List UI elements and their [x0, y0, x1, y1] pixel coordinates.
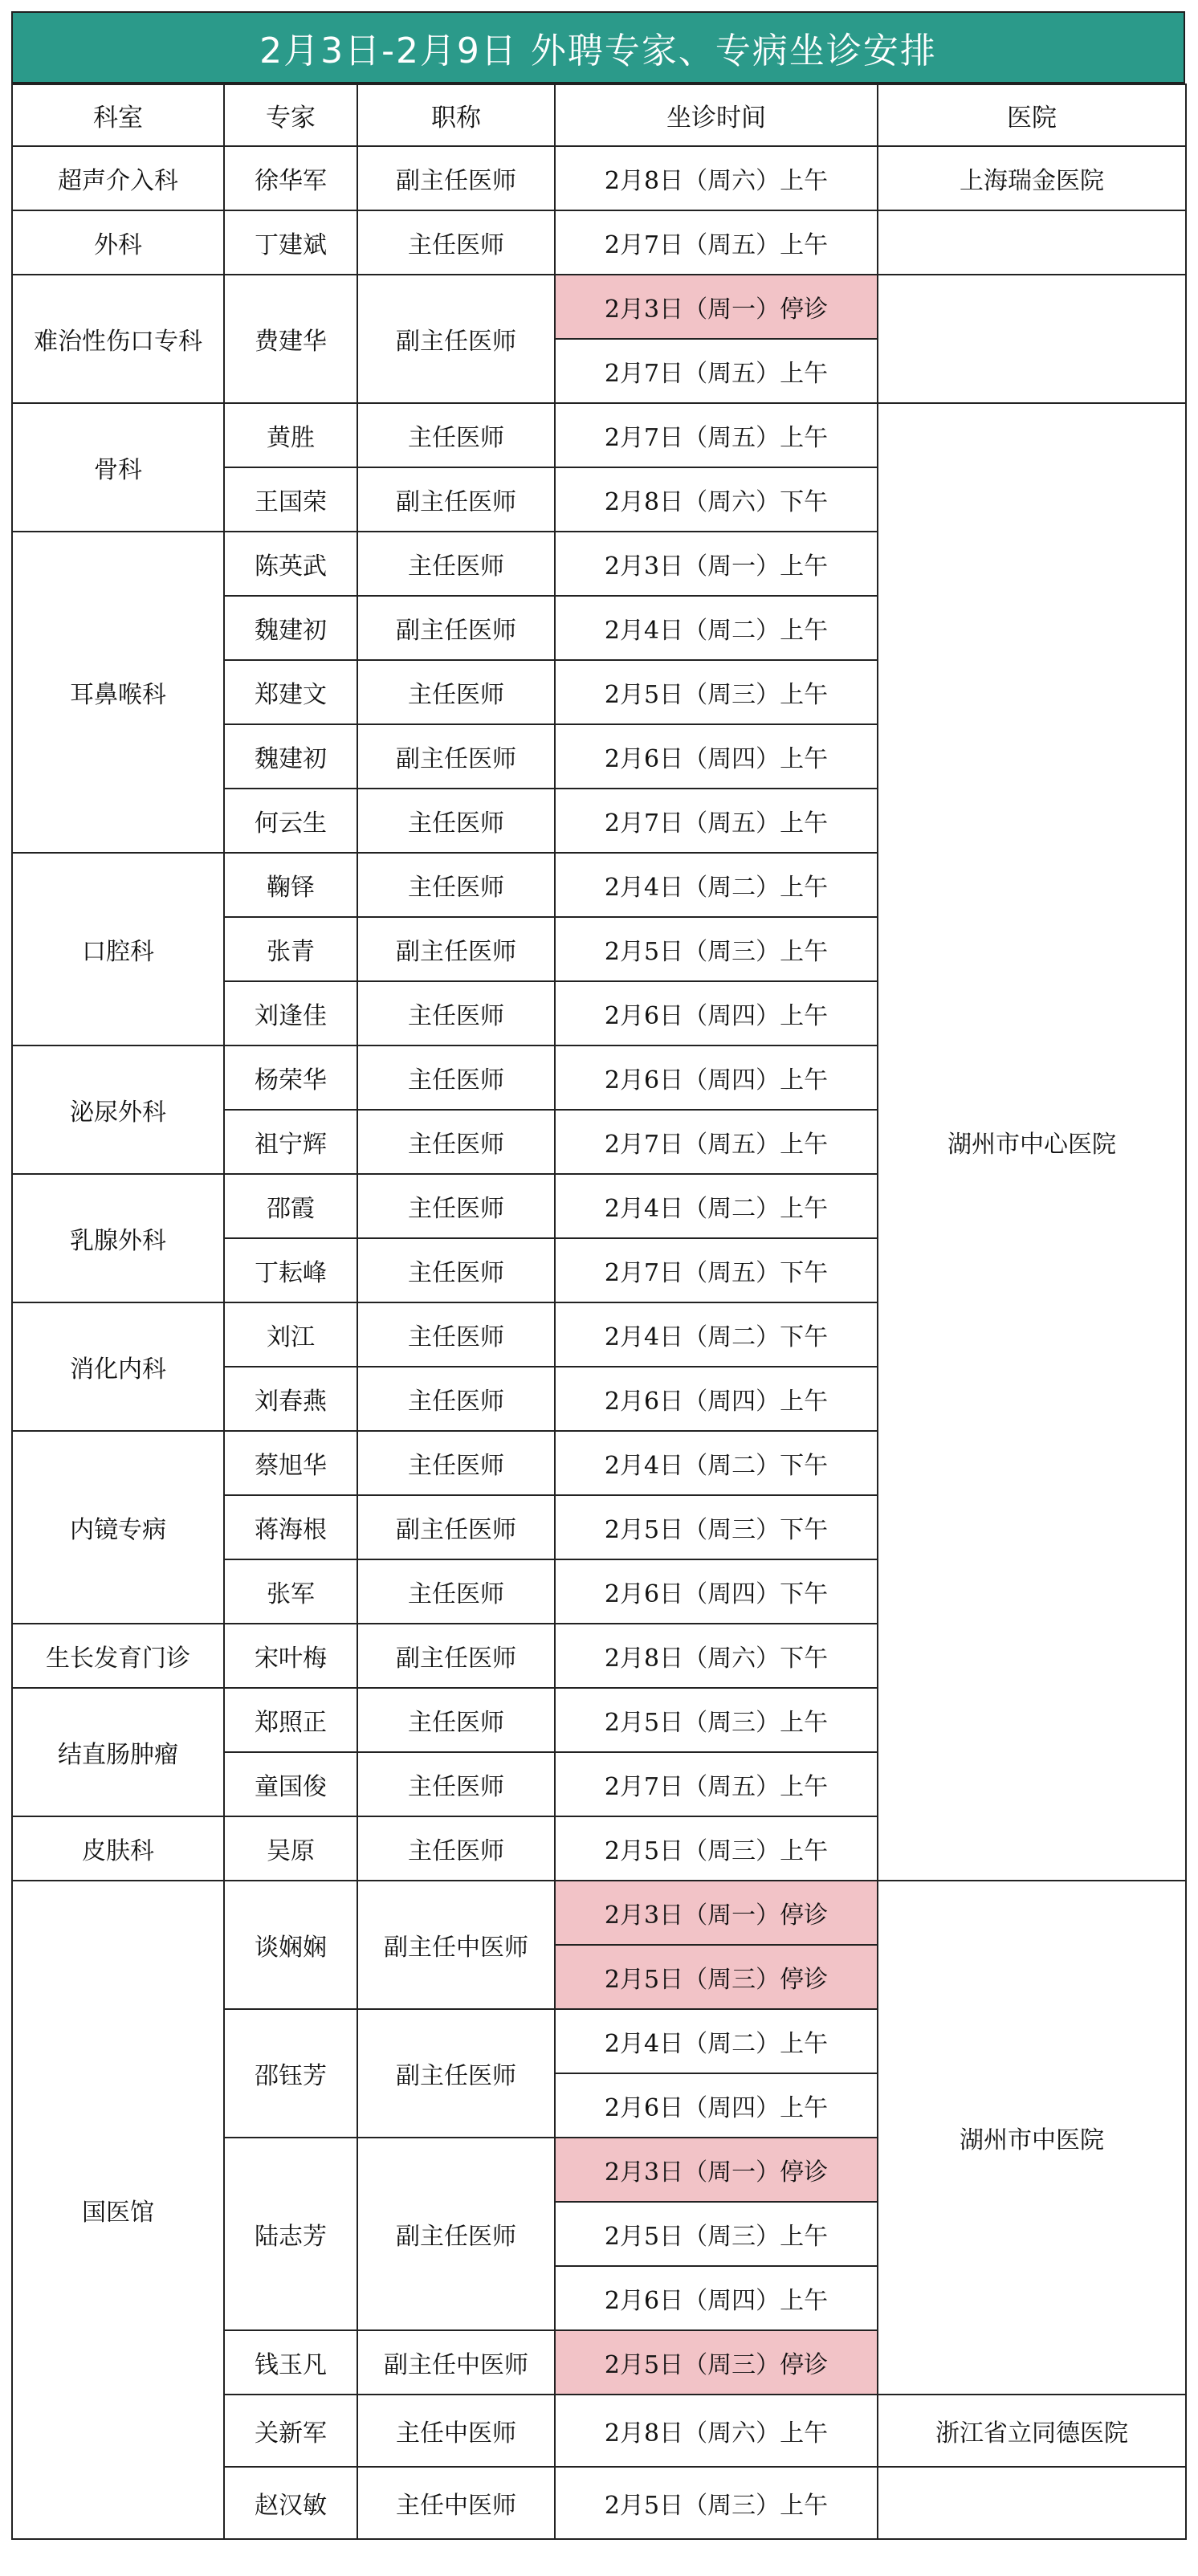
title-cell: 副主任中医师	[357, 1881, 555, 2009]
time-cell: 2月7日（周五）上午	[555, 210, 878, 275]
time-cell-stopped: 2月5日（周三）停诊	[555, 2330, 878, 2395]
column-header-dept: 科室	[12, 84, 224, 146]
table-row	[12, 210, 1186, 275]
time-cell: 2月8日（周六）下午	[555, 1624, 878, 1688]
time-cell-stopped: 2月3日（周一）停诊	[555, 1881, 878, 1945]
dept-cell: 耳鼻喉科	[12, 532, 224, 853]
title-cell: 主任医师	[357, 789, 555, 853]
dept-cell: 外科	[12, 210, 224, 275]
title-cell: 主任医师	[357, 1174, 555, 1238]
time-cell: 2月5日（周三）上午	[555, 1816, 878, 1881]
time-cell: 2月6日（周四）上午	[555, 2266, 878, 2330]
title-cell: 主任医师	[357, 1238, 555, 1302]
title-cell: 主任中医师	[357, 2467, 555, 2539]
time-cell: 2月5日（周三）上午	[555, 1688, 878, 1752]
table-row	[12, 275, 1186, 339]
expert-cell: 钱玉凡	[224, 2330, 357, 2395]
expert-cell: 谈娴娴	[224, 1881, 357, 2009]
expert-cell: 蔡旭华	[224, 1431, 357, 1495]
expert-cell: 刘逢佳	[224, 981, 357, 1045]
hospital-cell: 湖州市中医院	[878, 1881, 1186, 2395]
schedule-sheet	[11, 11, 1185, 2540]
time-cell: 2月4日（周二）上午	[555, 2009, 878, 2073]
title-cell: 副主任中医师	[357, 2330, 555, 2395]
title-cell: 主任医师	[357, 1816, 555, 1881]
time-cell: 2月7日（周五）上午	[555, 789, 878, 853]
title-cell: 副主任医师	[357, 1624, 555, 1688]
time-cell: 2月4日（周二）上午	[555, 596, 878, 660]
expert-cell: 张军	[224, 1559, 357, 1624]
title-cell: 主任医师	[357, 853, 555, 917]
title-cell: 副主任医师	[357, 596, 555, 660]
title-cell: 副主任医师	[357, 2138, 555, 2330]
title-cell: 主任医师	[357, 981, 555, 1045]
dept-cell: 乳腺外科	[12, 1174, 224, 1302]
time-cell-stopped: 2月3日（周一）停诊	[555, 2138, 878, 2202]
column-header-time: 坐诊时间	[555, 84, 878, 146]
time-cell: 2月7日（周五）上午	[555, 339, 878, 403]
dept-cell: 国医馆	[12, 1881, 224, 2539]
expert-cell: 张青	[224, 917, 357, 981]
expert-cell: 徐华军	[224, 146, 357, 210]
dept-cell: 口腔科	[12, 853, 224, 1045]
title-cell: 副主任医师	[357, 1495, 555, 1559]
expert-cell: 赵汉敏	[224, 2467, 357, 2539]
expert-cell: 魏建初	[224, 724, 357, 789]
hospital-cell	[878, 210, 1186, 275]
expert-cell: 黄胜	[224, 403, 357, 467]
expert-cell: 鞠铎	[224, 853, 357, 917]
title-cell: 副主任医师	[357, 275, 555, 403]
title-cell: 主任医师	[357, 1559, 555, 1624]
time-cell: 2月5日（周三）上午	[555, 2202, 878, 2266]
time-cell: 2月8日（周六）上午	[555, 146, 878, 210]
column-header-hospital: 医院	[878, 84, 1186, 146]
title-cell: 主任医师	[357, 1302, 555, 1367]
time-cell: 2月7日（周五）下午	[555, 1238, 878, 1302]
title-cell: 主任医师	[357, 660, 555, 724]
table-row	[12, 146, 1186, 210]
time-cell: 2月6日（周四）上午	[555, 2073, 878, 2138]
expert-cell: 郑建文	[224, 660, 357, 724]
column-header-title: 职称	[357, 84, 555, 146]
dept-cell: 泌尿外科	[12, 1045, 224, 1174]
title-cell: 副主任医师	[357, 146, 555, 210]
dept-cell: 皮肤科	[12, 1816, 224, 1881]
title-cell: 主任医师	[357, 1752, 555, 1816]
title-cell: 副主任医师	[357, 2009, 555, 2138]
expert-cell: 蒋海根	[224, 1495, 357, 1559]
expert-cell: 宋叶梅	[224, 1624, 357, 1688]
time-cell: 2月3日（周一）上午	[555, 532, 878, 596]
time-cell: 2月4日（周二）下午	[555, 1431, 878, 1495]
time-cell: 2月5日（周三）上午	[555, 2467, 878, 2539]
time-cell: 2月6日（周四）上午	[555, 981, 878, 1045]
schedule-table	[11, 84, 1187, 2540]
dept-cell: 结直肠肿瘤	[12, 1688, 224, 1816]
expert-cell: 关新军	[224, 2395, 357, 2467]
expert-cell: 吴原	[224, 1816, 357, 1881]
expert-cell: 童国俊	[224, 1752, 357, 1816]
title-cell: 副主任医师	[357, 917, 555, 981]
time-cell: 2月6日（周四）上午	[555, 1045, 878, 1110]
title-cell: 主任医师	[357, 532, 555, 596]
expert-cell: 魏建初	[224, 596, 357, 660]
dept-cell: 生长发育门诊	[12, 1624, 224, 1688]
dept-cell: 消化内科	[12, 1302, 224, 1431]
title-cell: 主任医师	[357, 1045, 555, 1110]
time-cell: 2月6日（周四）下午	[555, 1559, 878, 1624]
time-cell: 2月6日（周四）上午	[555, 724, 878, 789]
hospital-cell: 浙江省立同德医院	[878, 2395, 1186, 2467]
time-cell: 2月4日（周二）上午	[555, 1174, 878, 1238]
title-cell: 副主任医师	[357, 467, 555, 532]
title-cell: 副主任医师	[357, 724, 555, 789]
time-cell: 2月8日（周六）下午	[555, 467, 878, 532]
time-cell: 2月7日（周五）上午	[555, 403, 878, 467]
dept-cell: 超声介入科	[12, 146, 224, 210]
title-cell: 主任医师	[357, 1688, 555, 1752]
time-cell: 2月5日（周三）上午	[555, 660, 878, 724]
time-cell-stopped: 2月3日（周一）停诊	[555, 275, 878, 339]
expert-cell: 丁耘峰	[224, 1238, 357, 1302]
title-cell: 主任医师	[357, 1431, 555, 1495]
expert-cell: 费建华	[224, 275, 357, 403]
title-cell: 主任医师	[357, 210, 555, 275]
expert-cell: 王国荣	[224, 467, 357, 532]
column-header-expert: 专家	[224, 84, 357, 146]
hospital-cell: 湖州市中心医院	[878, 403, 1186, 1881]
expert-cell: 邵霞	[224, 1174, 357, 1238]
table-row	[12, 1881, 1186, 1945]
expert-cell: 陈英武	[224, 532, 357, 596]
header-row	[12, 84, 1186, 146]
expert-cell: 邵钰芳	[224, 2009, 357, 2138]
time-cell: 2月4日（周二）下午	[555, 1302, 878, 1367]
expert-cell: 刘江	[224, 1302, 357, 1367]
hospital-cell	[878, 2467, 1186, 2539]
time-cell: 2月4日（周二）上午	[555, 853, 878, 917]
expert-cell: 丁建斌	[224, 210, 357, 275]
expert-cell: 祖宁辉	[224, 1110, 357, 1174]
title-cell: 主任中医师	[357, 2395, 555, 2467]
expert-cell: 杨荣华	[224, 1045, 357, 1110]
expert-cell: 陆志芳	[224, 2138, 357, 2330]
title-cell: 主任医师	[357, 1367, 555, 1431]
time-cell: 2月7日（周五）上午	[555, 1110, 878, 1174]
title-cell: 主任医师	[357, 403, 555, 467]
title-cell: 主任医师	[357, 1110, 555, 1174]
hospital-cell: 上海瑞金医院	[878, 146, 1186, 210]
time-cell: 2月6日（周四）上午	[555, 1367, 878, 1431]
time-cell-stopped: 2月5日（周三）停诊	[555, 1945, 878, 2009]
time-cell: 2月5日（周三）上午	[555, 917, 878, 981]
time-cell: 2月7日（周五）上午	[555, 1752, 878, 1816]
expert-cell: 何云生	[224, 789, 357, 853]
expert-cell: 刘春燕	[224, 1367, 357, 1431]
dept-cell: 骨科	[12, 403, 224, 532]
table-row	[12, 403, 1186, 467]
dept-cell: 内镜专病	[12, 1431, 224, 1624]
time-cell: 2月8日（周六）上午	[555, 2395, 878, 2467]
time-cell: 2月5日（周三）下午	[555, 1495, 878, 1559]
hospital-cell	[878, 275, 1186, 403]
page-title: 2月3日-2月9日 外聘专家、专病坐诊安排	[11, 11, 1185, 84]
expert-cell: 郑照正	[224, 1688, 357, 1752]
dept-cell: 难治性伤口专科	[12, 275, 224, 403]
